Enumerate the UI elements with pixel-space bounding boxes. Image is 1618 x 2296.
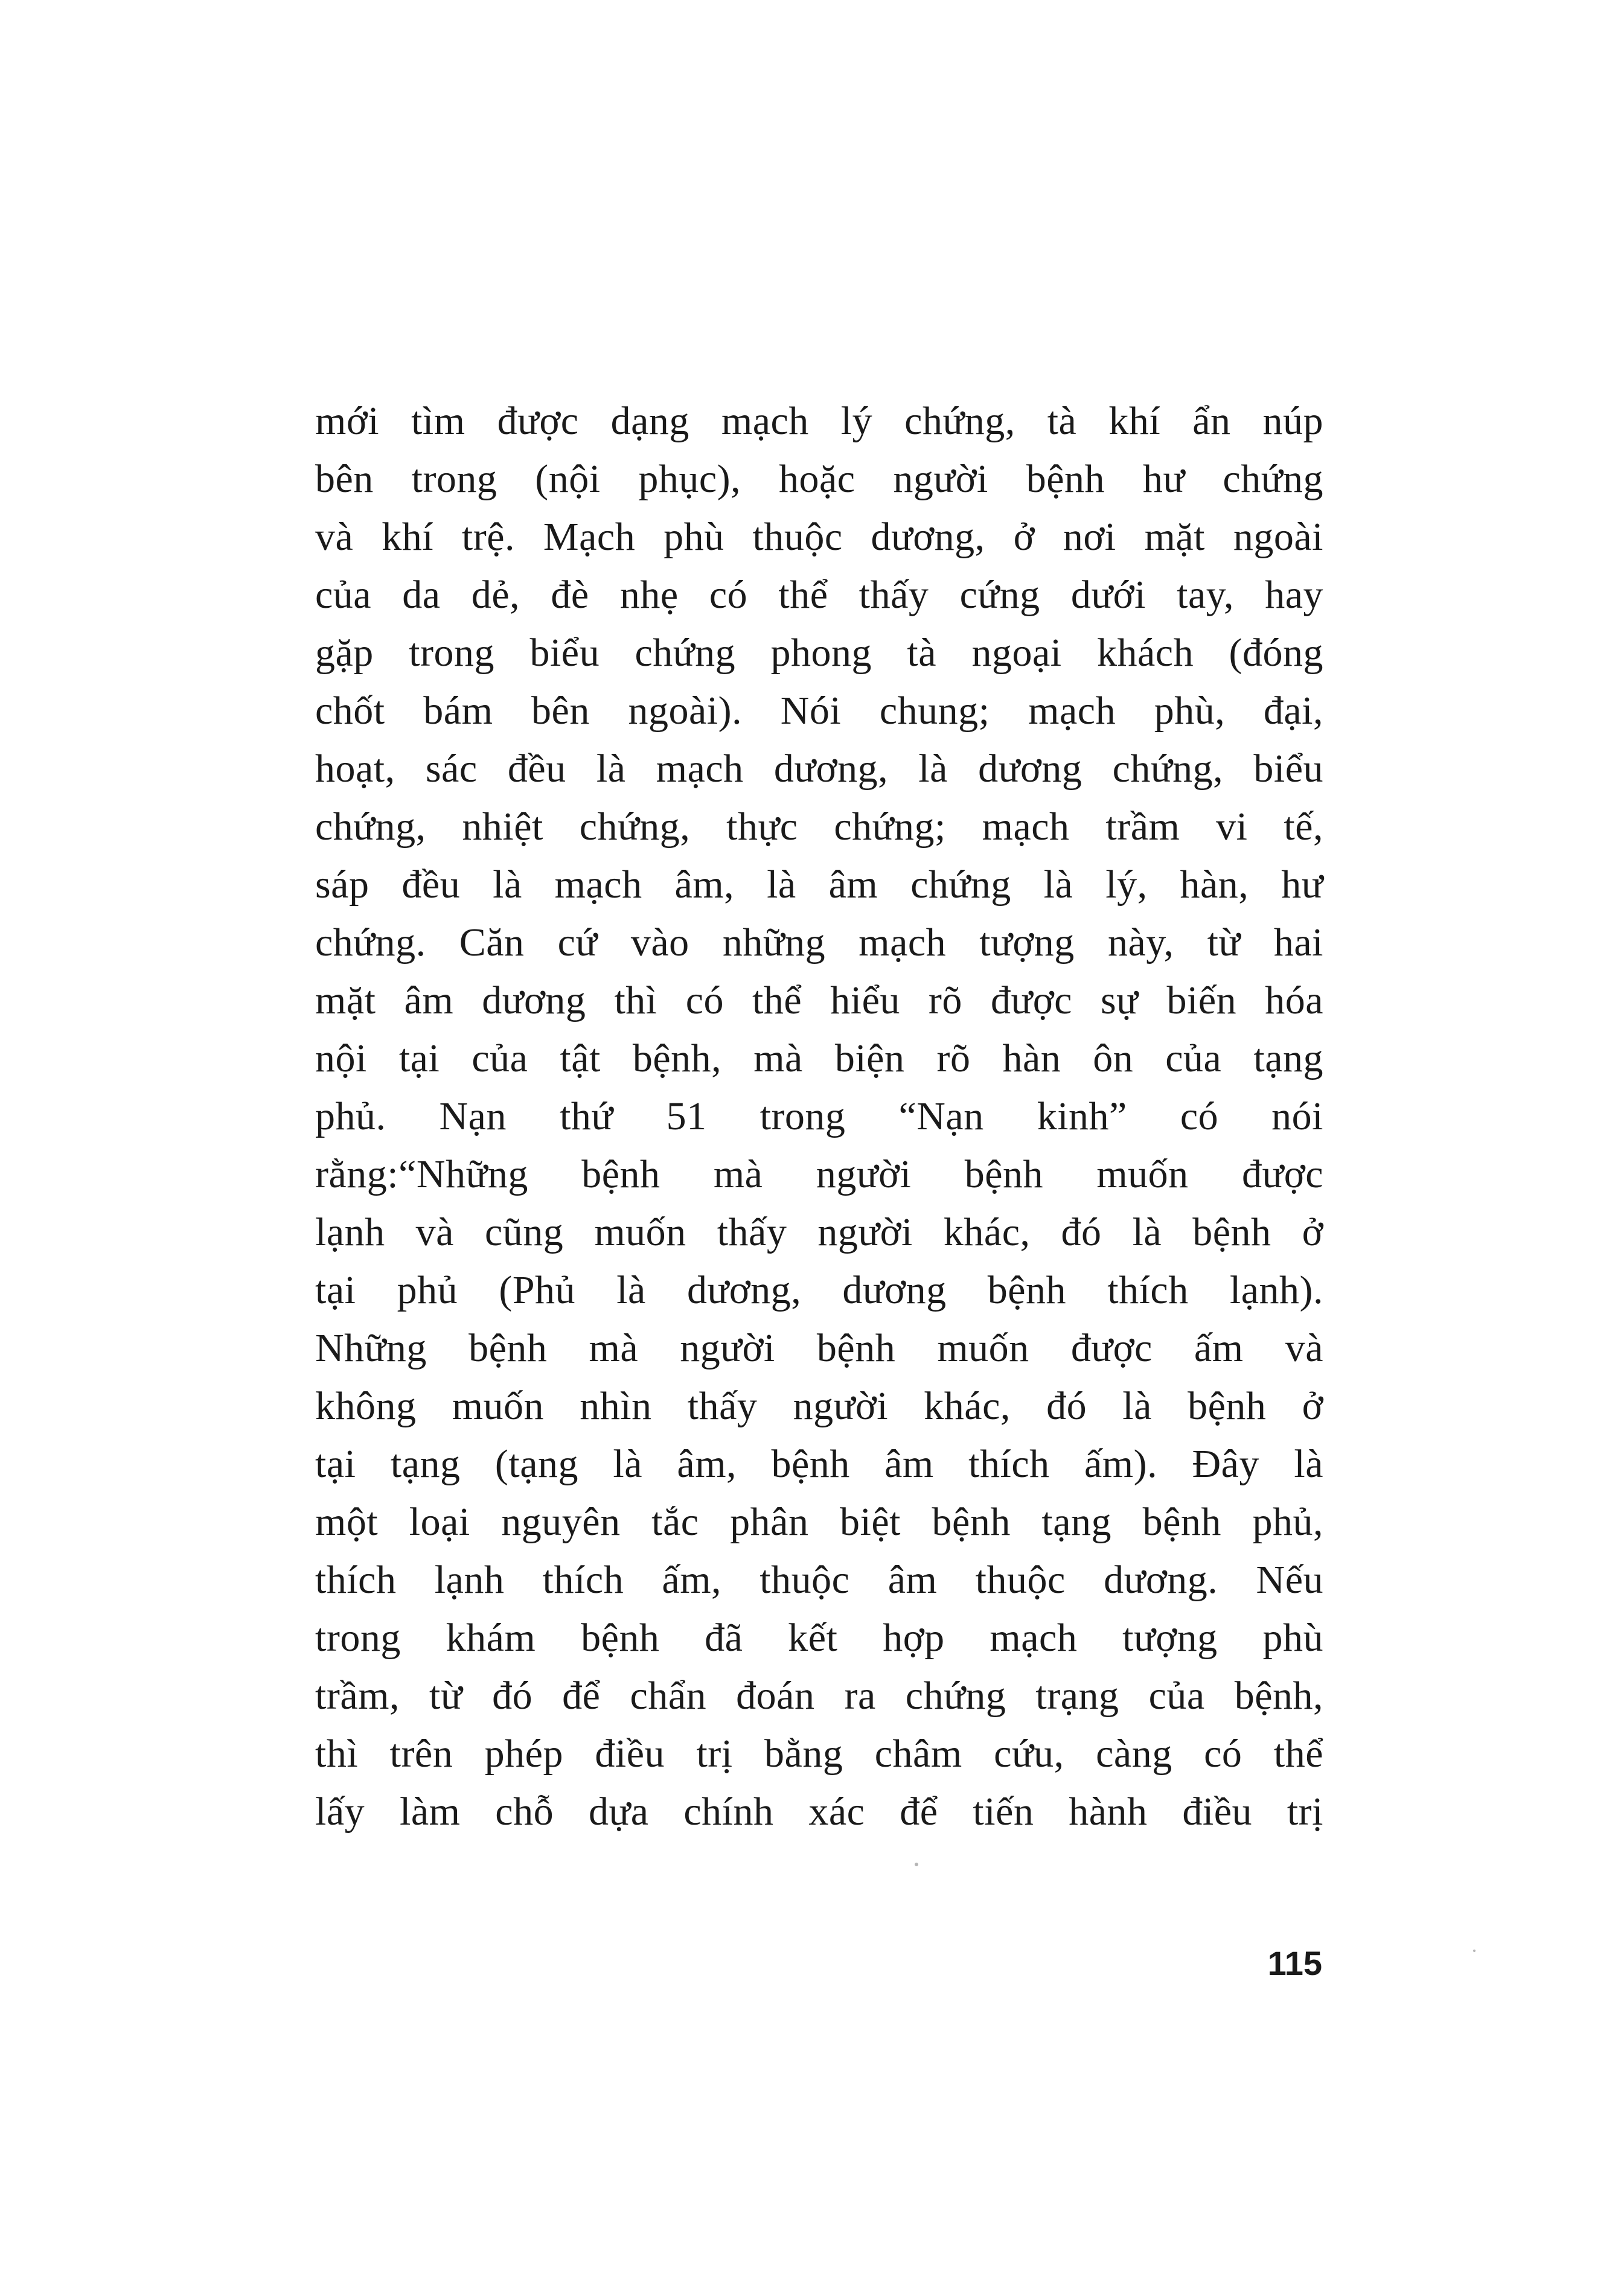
text-line: của da dẻ, đè nhẹ có thể thấy cứng dưới tay, hay [315, 573, 1323, 617]
text-line: chứng. Căn cứ vào những mạch tượng này, từ hai [315, 920, 1323, 965]
text-line: mới tìm được dạng mạch lý chứng, tà khí ẩn núp [315, 399, 1323, 443]
page-number: 115 [1267, 1944, 1322, 1982]
text-line: chứng, nhiệt chứng, thực chứng; mạch trầm vi tế, [315, 805, 1323, 849]
text-line: hoạt, sác đều là mạch dương, là dương chứng, biểu [315, 747, 1323, 791]
scan-speck [1473, 1950, 1476, 1952]
text-line: gặp trong biểu chứng phong tà ngoại khách (đóng [315, 631, 1323, 675]
text-line: lấy làm chỗ dựa chính xác để tiến hành điều trị [315, 1790, 1323, 1834]
text-line: thích lạnh thích ấm, thuộc âm thuộc dương. Nếu [315, 1558, 1323, 1602]
text-line: phủ. Nạn thứ 51 trong “Nạn kinh” có nói [315, 1094, 1323, 1138]
text-line: nội tại của tật bệnh, mà biện rõ hàn ôn của tạng [315, 1036, 1323, 1080]
text-line: tại phủ (Phủ là dương, dương bệnh thích lạnh). [315, 1268, 1323, 1312]
text-line: không muốn nhìn thấy người khác, đó là bệnh ở [315, 1384, 1323, 1428]
text-line: tại tạng (tạng là âm, bệnh âm thích ấm). Đây là [315, 1442, 1323, 1486]
text-line: một loại nguyên tắc phân biệt bệnh tạng bệnh phủ, [315, 1500, 1323, 1544]
text-line: lạnh và cũng muốn thấy người khác, đó là bệnh ở [315, 1210, 1323, 1254]
text-line: sáp đều là mạch âm, là âm chứng là lý, hàn, hư [315, 863, 1323, 907]
text-line: và khí trệ. Mạch phù thuộc dương, ở nơi mặt ngoài [315, 515, 1323, 559]
scan-speck [915, 1863, 918, 1866]
text-line: mặt âm dương thì có thể hiểu rõ được sự biến hóa [315, 978, 1323, 1022]
text-line: thì trên phép điều trị bằng châm cứu, càng có thể [315, 1732, 1323, 1776]
text-line: chốt bám bên ngoài). Nói chung; mạch phù, đại, [315, 689, 1323, 733]
text-line: bên trong (nội phục), hoặc người bệnh hư chứng [315, 457, 1323, 501]
text-line: rằng:“Những bệnh mà người bệnh muốn được [315, 1152, 1323, 1196]
text-line: Những bệnh mà người bệnh muốn được ấm và [315, 1326, 1323, 1370]
text-line: trầm, từ đó để chẩn đoán ra chứng trạng của bệnh, [315, 1674, 1323, 1718]
text-line: trong khám bệnh đã kết hợp mạch tượng phù [315, 1616, 1323, 1660]
body-text [315, 392, 1323, 1841]
